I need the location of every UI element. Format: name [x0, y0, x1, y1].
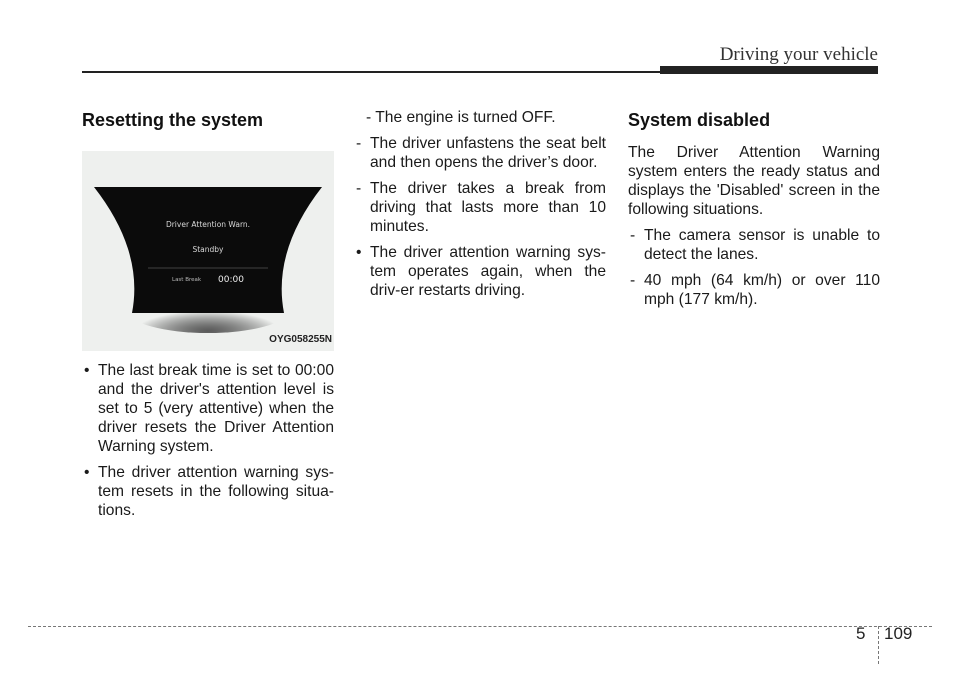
screen-last-break-label: Last Break	[172, 277, 202, 283]
page-number: 109	[884, 624, 913, 643]
cluster-display-figure	[82, 151, 334, 351]
dash-camera-sensor: - The camera sensor is unable to detect the lanes.	[628, 226, 880, 264]
header-title: Driving your vehicle	[719, 44, 878, 65]
column-middle	[354, 108, 606, 307]
screen-status: Standby	[192, 245, 224, 254]
dash-speed-range: - 40 mph (64 km/h) or over 110 mph (177 km/h).	[628, 271, 880, 309]
dash-break: - The driver takes a break from driving that lasts more than 10 minutes.	[354, 179, 606, 236]
bullet-reset-situations: • The driver attention warning sys-tem resets in the following situa-tions.	[82, 463, 334, 520]
disabled-intro: The Driver Attention Warning system enters the ready status and displays the 'Disabled' screen in the following situations.	[628, 144, 880, 218]
header-rule-thick	[660, 66, 878, 74]
bullet-operates-again: • The driver attention warning sys-tem operates again, when the driv-er restarts driving.	[354, 243, 606, 300]
footer-rule	[28, 626, 932, 627]
header-rule-thin	[82, 71, 660, 73]
screen-title: Driver Attention Warn.	[165, 220, 251, 229]
figure-caption: OYG058255N	[269, 334, 332, 345]
section-heading-system-disabled: System disabled	[628, 110, 771, 130]
page-section-number: 5	[856, 624, 866, 643]
screen-last-break-time: 00:00	[218, 275, 244, 285]
cluster-display-illustration	[82, 151, 334, 351]
section-heading-resetting: Resetting the system	[82, 110, 264, 130]
column-left	[82, 108, 334, 527]
dash-engine-off: - The engine is turned OFF.	[366, 109, 556, 126]
footer-divider	[878, 626, 879, 664]
bullet-reset-values: • The last break time is set to 00:00 and the driver's attention level is set to 5 (very attentive) when the driver resets the Driver Attention Warning system.	[82, 361, 334, 456]
column-right	[628, 108, 880, 316]
dash-seat-belt: - The driver unfastens the seat belt and then opens the driver’s door.	[354, 134, 606, 172]
